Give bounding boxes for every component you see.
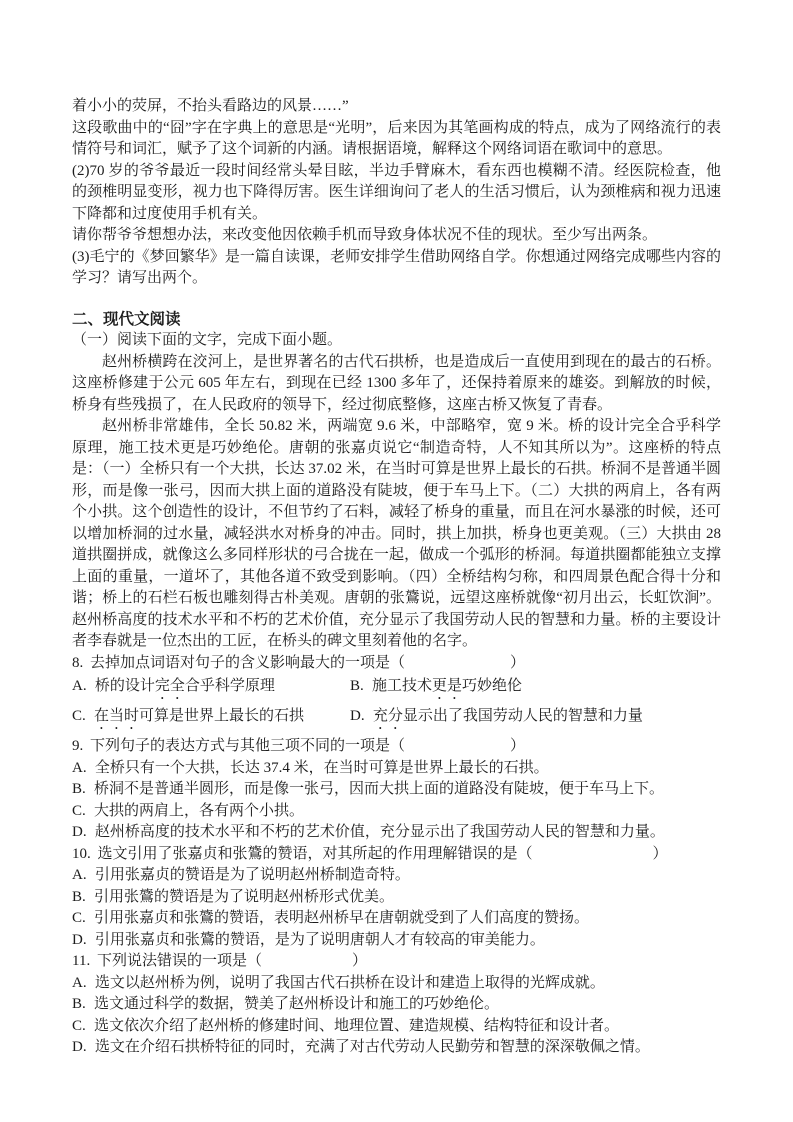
option-d xyxy=(72,822,721,844)
passage-paragraph: 赵州桥横跨在洨河上，是世界著名的古代石拱桥，也是造成后一直使用到现在的最古的石桥。这座桥修建于公元 605 年左右，到现在已经 1300 多年了，还保持着原来的雄姿。到解放的时候，桥身有些残损了，在人民政府的领导下，经过彻底整修，这座古桥又恢复了青春。 xyxy=(72,353,721,413)
question-9 xyxy=(72,736,721,844)
intro-paragraph: 这段歌曲中的“囧”字在字典上的意思是“光明”，后来因为其笔画构成的特点，成为了网络流行的表情符号和词汇，赋予了这个词新的内涵。请根据语境，解释这个网络词语在歌词中的意思。 xyxy=(72,119,721,157)
option-label: A. xyxy=(72,678,87,694)
option-c xyxy=(72,908,721,930)
option-text: 引用张嘉贞和张鷟的赞语，是为了说明唐朝人才有较高的审美能力。 xyxy=(94,931,545,948)
question-stem xyxy=(72,951,721,973)
option-text: 引用张嘉贞的赞语是为了说明赵州桥制造奇特。 xyxy=(94,867,410,883)
option-c xyxy=(72,706,350,733)
option-label: C. xyxy=(72,708,86,724)
option-b xyxy=(350,676,721,703)
option-a xyxy=(72,865,721,887)
intro-paragraph: 着小小的荧屏，不抬头看路边的风景……” xyxy=(72,98,349,114)
question-11 xyxy=(72,951,721,1059)
intro-paragraph: (3)毛宁的《梦回繁华》是一篇自读课，老师安排学生借助网络自学。你想通过网络完成哪些内容的学习？请写出两个。 xyxy=(72,248,721,286)
option-c xyxy=(72,1016,721,1038)
option-label: B. xyxy=(350,678,364,694)
intro-block xyxy=(72,96,721,290)
option-label: C. xyxy=(72,802,86,819)
question-8 xyxy=(72,653,721,734)
option-label: A. xyxy=(72,759,87,776)
option-text: 桥的设计 xyxy=(94,678,155,694)
emphasized-text: 更是 xyxy=(432,678,463,694)
question-stem-text: 选文引用了张嘉贞和张鷟的赞语，对其所起的作用理解错误的是（ ） xyxy=(97,845,668,862)
option-text: 引用张嘉贞和张鷟的赞语，表明赵州桥早在唐朝就受到了人们高度的赞扬。 xyxy=(94,910,590,926)
option-text: 合乎科学原理 xyxy=(184,678,275,694)
question-stem-text: 下列句子的表达方式与其他三项不同的一项是（ ） xyxy=(90,738,526,754)
option-text: 选文通过科学的数据，赞美了赵州桥设计和施工的巧妙绝伦。 xyxy=(94,996,500,1012)
question-stem-text: 下列说法错误的一项是（ ） xyxy=(96,953,367,969)
option-text: 选文以赵州桥为例，说明了我国古代石拱桥在设计和建造上取得的光辉成就。 xyxy=(94,974,605,991)
option-label: B. xyxy=(72,888,86,905)
option-label: D. xyxy=(72,1039,87,1055)
option-d xyxy=(72,930,721,952)
option-label: D. xyxy=(350,708,365,724)
option-text: 选文依次介绍了赵州桥的修建时间、地理位置、建造规模、结构特征和设计者。 xyxy=(94,1017,620,1034)
option-a xyxy=(72,676,350,703)
option-a xyxy=(72,973,721,995)
option-label: D. xyxy=(72,931,87,948)
emphasized-text: 在当时 xyxy=(94,708,140,724)
option-text: 引用张鷟的赞语是为了说明赵州桥形式优美。 xyxy=(94,888,395,905)
section-heading: 二、现代文阅读 xyxy=(72,310,181,328)
question-10 xyxy=(72,844,721,952)
option-label: C. xyxy=(72,910,86,926)
reading-instruction: （一）阅读下面的文字，完成下面小题。 xyxy=(72,332,343,348)
emphasized-text: 完全 xyxy=(154,678,185,694)
passage-block xyxy=(72,352,721,653)
option-text: 施工技术 xyxy=(372,678,433,694)
option-label: B. xyxy=(72,996,86,1012)
intro-paragraph: 请你帮爷爷想想办法，来改变他因依赖手机而导致身体状况不佳的现状。至少写出两条。 xyxy=(72,227,658,243)
option-label: D. xyxy=(72,824,87,840)
question-number: 9. xyxy=(72,738,84,754)
option-b xyxy=(72,887,721,909)
option-label: A. xyxy=(72,867,87,883)
question-number: 8. xyxy=(72,654,84,671)
option-b xyxy=(72,994,721,1016)
question-stem xyxy=(72,844,721,866)
option-a xyxy=(72,758,721,780)
intro-paragraph: (2)70 岁的爷爷最近一段时间经常头晕目眩，半边手臂麻木，看东西也模糊不清。经医院检查，他的颈椎明显变形，视力也下降得厉害。医生详细询问了老人的生活习惯后，认为颈椎病和视力迅速下降都和过度使用手机有关。 xyxy=(72,162,721,222)
option-text: 赵州桥高度的技术水平和不朽的艺术价值，充分显示出了我国劳动人民的智慧和力量。 xyxy=(94,824,665,840)
option-label: A. xyxy=(72,974,87,991)
emphasized-text: 充分 xyxy=(372,708,403,724)
option-text: 可算是世界上最长的石拱 xyxy=(139,708,305,724)
question-stem xyxy=(72,736,721,758)
option-text: 大拱的两肩上，各有两个小拱。 xyxy=(94,802,305,819)
passage-paragraph: 赵州桥非常雄伟，全长 50.82 米，两端宽 9.6 米，中部略窄，宽 9 米。桥的设计完全合乎科学原理，施工技术更是巧妙绝伦。唐朝的张嘉贞说它“制造奇特，人不知其所以为”。这座桥的特点是：（一）全桥只有一个大拱，长达 37.02 米，在当时可算是世界上最长的石拱。桥洞不是普通半圆形，而是像一张弓，因而大拱上面的道路没有陡坡，便于车马上下。（二）大拱的两肩上，各有两个小拱。这个创造性的设计，不但节约了石料，减轻了桥身的重量，而且在河水暴涨的时候，还可以增加桥洞的过水量，减轻洪水对桥身的冲击。同时，拱上加拱，桥身也更美观。（三）大拱由 28 道拱圈拼成，就像这么多同样形状的弓合拢在一起，做成一个弧形的桥洞。每道拱圈都能独立支撑上面的重量，一道坏了，其他各道不致受到影响。（四）全桥结构匀称，和四周景色配合得十分和谐；桥上的石栏石板也雕刻得古朴美观。唐朝的张鷟说，远望这座桥就像“初月出云，长虹饮涧”。赵州桥高度的技术水平和不朽的艺术价值，充分显示了我国劳动人民的智慧和力量。桥的主要设计者李春就是一位杰出的工匠，在桥头的碑文里刻着他的名字。 xyxy=(72,418,721,649)
option-label: C. xyxy=(72,1017,86,1034)
option-text: 显示出了我国劳动人民的智慧和力量 xyxy=(402,708,643,724)
option-text: 桥洞不是普通半圆形，而是像一张弓，因而大拱上面的道路没有陡坡，便于车马上下。 xyxy=(94,781,665,797)
option-b xyxy=(72,779,721,801)
question-stem xyxy=(72,653,721,675)
option-d xyxy=(350,706,721,733)
option-d xyxy=(72,1037,721,1059)
option-c xyxy=(72,801,721,823)
question-number: 11. xyxy=(72,953,91,969)
option-text: 巧妙绝伦 xyxy=(462,678,523,694)
question-8-options xyxy=(72,676,721,733)
option-text: 选文在介绍石拱桥特征的同时，充满了对古代劳动人民勤劳和智慧的深深敬佩之情。 xyxy=(94,1039,650,1055)
question-number: 10. xyxy=(72,845,91,862)
question-stem-text: 去掉加点词语对句子的含义影响最大的一项是（ ） xyxy=(90,654,526,671)
option-text: 全桥只有一个大拱，长达 37.4 米，在当时可算是世界上最长的石拱。 xyxy=(94,759,549,776)
option-label: B. xyxy=(72,781,86,797)
